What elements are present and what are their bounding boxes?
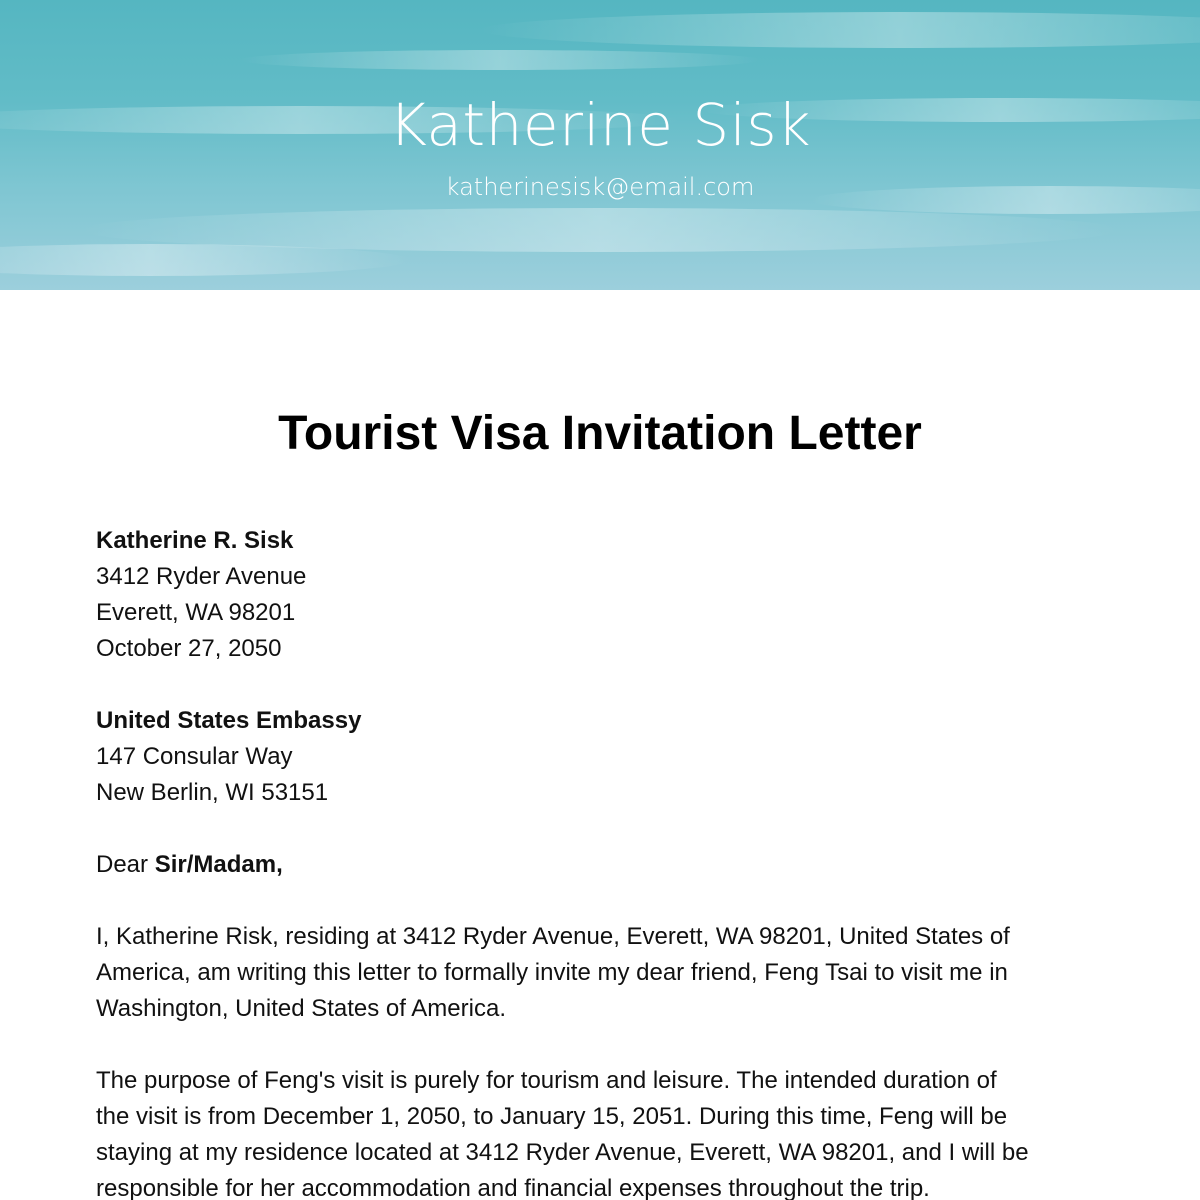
- sender-block: [96, 523, 1106, 667]
- paragraph-2: [96, 1063, 1106, 1200]
- salutation-addressee: Sir/Madam,: [154, 851, 283, 878]
- header-name: Katherine Sisk: [388, 91, 812, 159]
- paragraph-line: The purpose of Feng's visit is purely for tourism and leisure. The intended duration of: [96, 1067, 997, 1094]
- recipient-name: United States Embassy: [96, 707, 362, 734]
- recipient-street: 147 Consular Way: [96, 743, 293, 770]
- paragraph-line: America, am writing this letter to formally invite my dear friend, Feng Tsai to visit me in: [96, 959, 1008, 986]
- salutation-greeting: Dear: [96, 851, 149, 878]
- paragraph-line: the visit is from December 1, 2050, to January 15, 2051. During this time, Feng will be: [96, 1103, 1008, 1130]
- paragraph-line: I, Katherine Risk, residing at 3412 Ryder Avenue, Everett, WA 98201, United States of: [96, 923, 1010, 950]
- recipient-city: New Berlin, WI 53151: [96, 779, 329, 806]
- document-title: Tourist Visa Invitation Letter: [278, 407, 922, 460]
- paragraph-line: responsible for her accommodation and financial expenses throughout the trip.: [96, 1175, 930, 1200]
- salutation: [96, 847, 1106, 883]
- sender-city: Everett, WA 98201: [96, 599, 296, 626]
- sender-name: Katherine R. Sisk: [96, 527, 294, 554]
- paragraph-line: staying at my residence located at 3412 Ryder Avenue, Everett, WA 98201, and I will be: [96, 1139, 1029, 1166]
- header-email[interactable]: katherinesisk@email.com: [445, 173, 755, 201]
- paragraph-1: [96, 919, 1106, 1027]
- paragraph-line: Washington, United States of America.: [96, 995, 506, 1022]
- sender-street: 3412 Ryder Avenue: [96, 563, 307, 590]
- recipient-block: [96, 703, 1106, 811]
- letter-date: October 27, 2050: [96, 635, 282, 662]
- header-banner: [0, 0, 1200, 290]
